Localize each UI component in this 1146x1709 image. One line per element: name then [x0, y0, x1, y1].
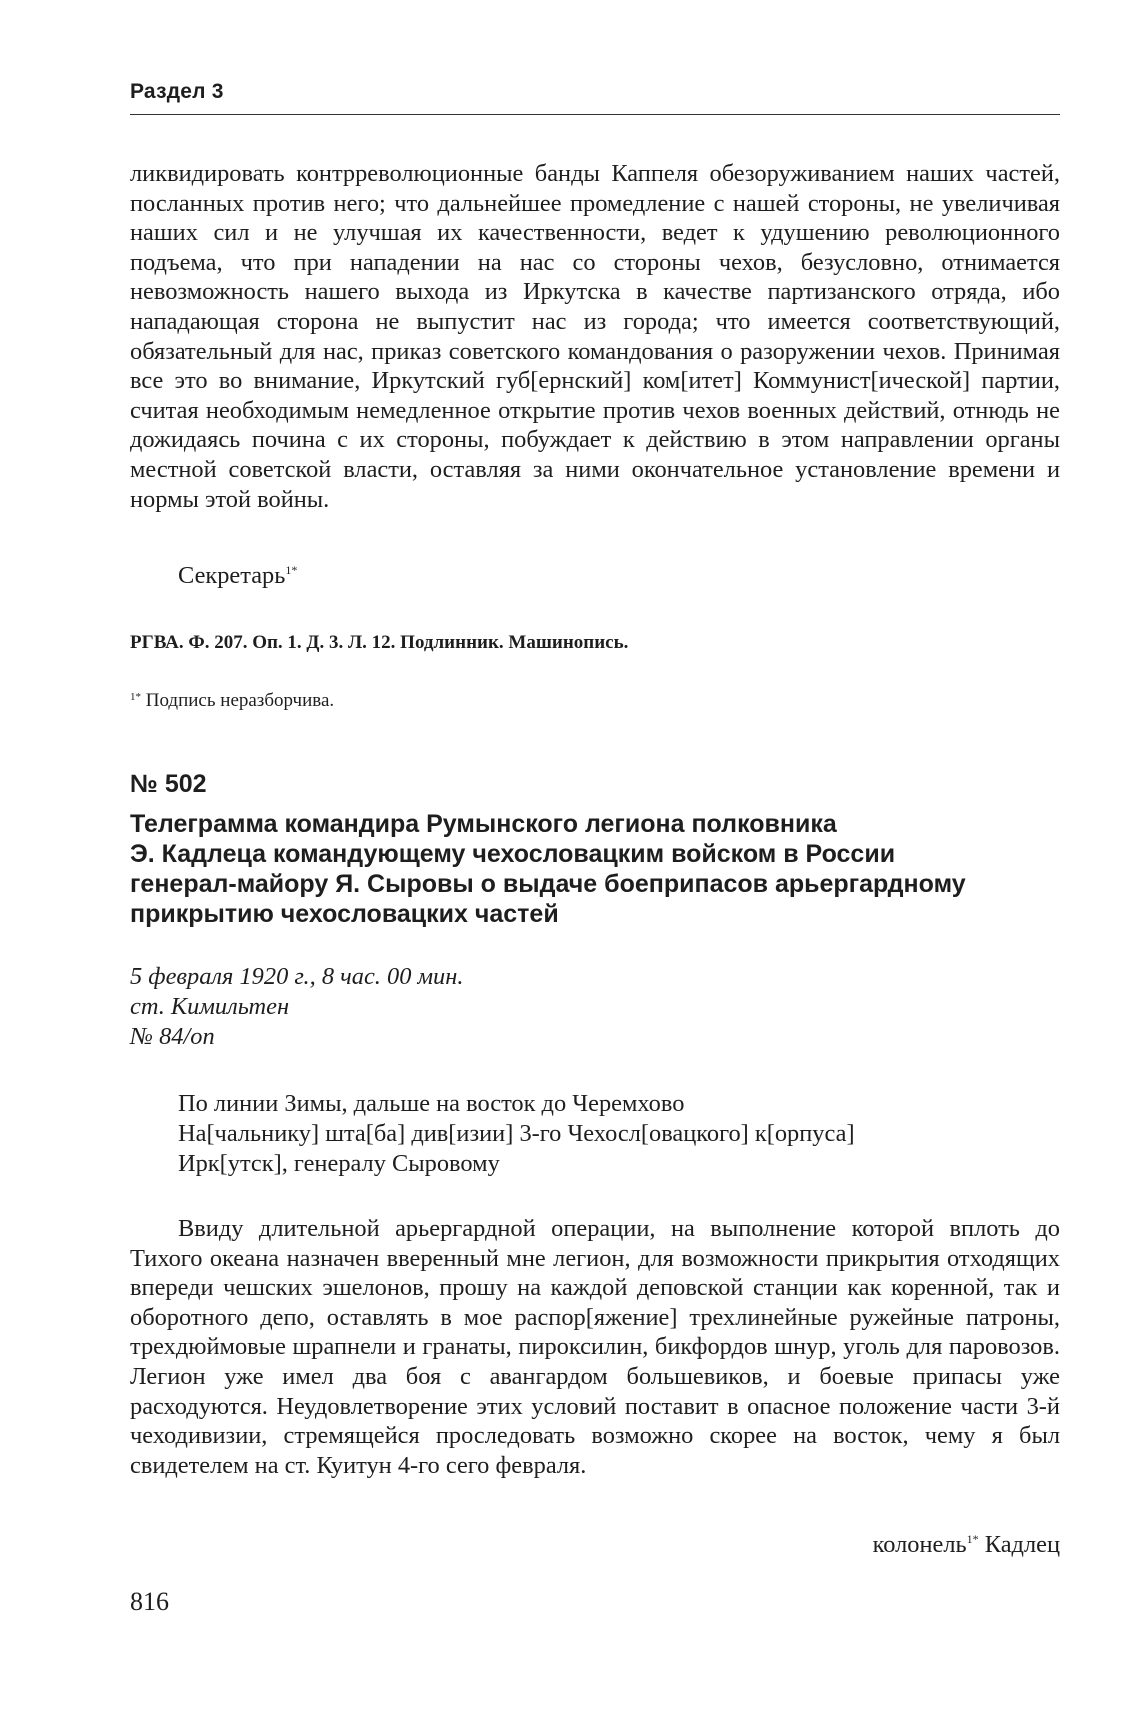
signature-rank: колонель	[872, 1531, 967, 1558]
document-place: ст. Кимильтен	[130, 993, 290, 1020]
document-title	[130, 809, 1060, 929]
document-page	[130, 0, 1060, 1709]
title-line: прикрытию чехословацких частей	[130, 900, 559, 928]
address-line: Ирк[утск], генералу Сыровому	[178, 1150, 500, 1177]
colonel-signature	[873, 1531, 1060, 1559]
footnote-text: Подпись неразборчива.	[145, 690, 335, 711]
signature-text: Секретарь	[178, 562, 286, 589]
document-date: 5 февраля 1920 г., 8 час. 00 мин.	[130, 963, 464, 990]
telegram-body: Ввиду длительной арьергардной операции, на выполнение которой вплоть до Тихого океана назначен вверенный мне легион, для возможности прикрытия отходящих впереди чешских эшелонов, прошу на каждой деповской станции как коренной, так и оборотного депо, оставлять в мое распор[яжение] трехлинейные ружейные патроны, трехдюймовые шрапнели и гранаты, пироксилин, бикфордов шнур, уголь для паровозов. Легион уже имел два боя с авангардом большевиков, и боевые припасы уже расходуются. Неудовлетворение этих условий поставит в опасное положение части 3-й чеходивизии, стремящейся проследовать возможно скорее на восток, чему я был свидетелем на ст. Куитун 4-го сего февраля.	[130, 1215, 1060, 1479]
title-line: Телеграмма командира Румынского легиона полковника	[130, 810, 837, 838]
page-number: 816	[130, 1587, 169, 1616]
address-line: На[чальнику] шта[ба] див[изии] 3-го Чехосл[овацкого] к[орпуса]	[178, 1120, 855, 1147]
document-meta	[130, 962, 463, 1052]
archive-reference: РГВА. Ф. 207. Оп. 1. Д. 3. Л. 12. Подлинник. Машинопись.	[130, 632, 629, 653]
footnote-mark: 1*	[966, 1532, 979, 1546]
document-ref-number: № 84/оп	[130, 1023, 215, 1050]
title-line: Э. Кадлеца командующему чехословацким войском в России	[130, 840, 896, 868]
continued-paragraph: ликвидировать контрреволюционные банды Каппеля обезоруживанием наших частей, посланных против него; что дальнейшее промедление с нашей стороны, не увеличивая наших сил и не улучшая их качественности, ведет к удушению революционного подъема, что при нападении на нас со стороны чехов, безусловно, отнимается невозможность нашего выхода из Иркутска в качестве партизанского отряда, ибо нападающая сторона не выпустит нас из города; что имеется соответствующий, обязательный для нас, приказ советского командования о разоружении чехов. Принимая все это во внимание, Иркутский губ[ернский] ком[итет] Коммунист[ической] партии, считая необходимым немедленное открытие против чехов военных действий, отнюдь не дожидаясь почина с их стороны, побуждает к действию в этом направлении органы местной советской власти, оставляя за ними окончательное установление времени и нормы этой войны.	[130, 160, 1060, 513]
secretary-signature	[178, 562, 297, 590]
footnote-mark: 1*	[285, 563, 298, 577]
address-line: По линии Зимы, дальше на восток до Черемхово	[178, 1090, 685, 1117]
footnote	[130, 690, 334, 712]
document-number: № 502	[130, 770, 207, 798]
running-head-section: Раздел 3	[130, 80, 224, 103]
header-rule	[130, 114, 1060, 115]
title-line: генерал-майору Я. Сыровы о выдаче боеприпасов арьергардному	[130, 870, 966, 898]
address-block	[178, 1089, 855, 1179]
signature-name: Кадлец	[984, 1531, 1060, 1558]
footnote-mark: 1*	[130, 691, 141, 703]
